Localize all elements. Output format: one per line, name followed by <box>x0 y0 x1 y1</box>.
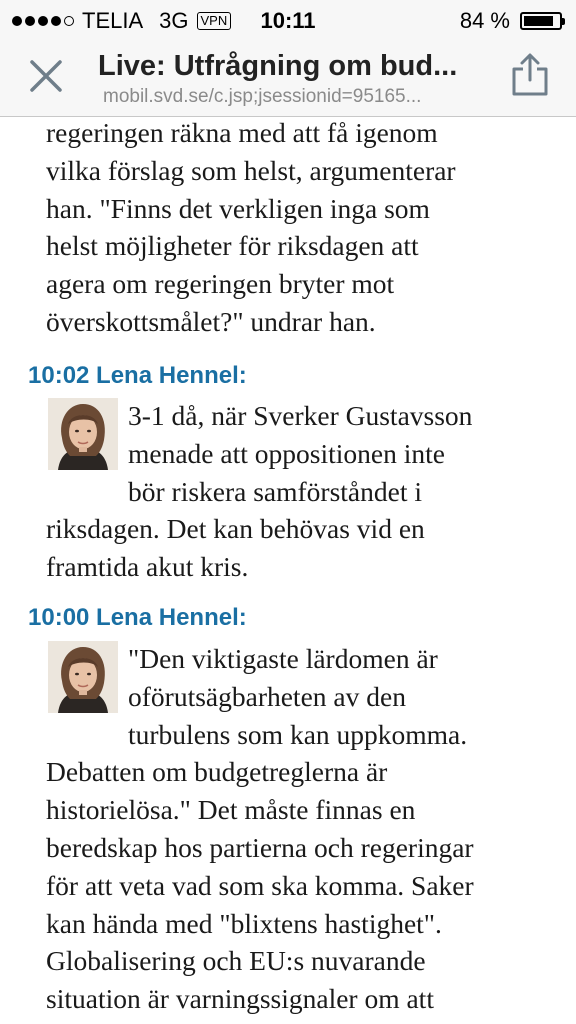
status-right <box>460 8 562 34</box>
entry-body <box>46 397 556 586</box>
share-button[interactable] <box>510 52 550 98</box>
battery-percentage: 84 % <box>459 8 510 33</box>
text-line: för att veta vad som ska komma. Saker <box>46 869 474 901</box>
text-line: beredskap hos partierna och regeringar <box>46 831 474 863</box>
text-line: turbulens som kan uppkomma. <box>128 718 468 750</box>
text-line: överskottsmålet?" undrar han. <box>46 305 376 337</box>
text-line: kan hända med "blixtens hastighet". <box>46 907 442 939</box>
entry-header: 10:02 Lena Hennel: <box>28 362 247 389</box>
text-line: menade att oppositionen inte <box>128 437 445 469</box>
entry-body <box>46 640 556 1018</box>
text-line: framtida akut kris. <box>46 551 249 583</box>
status-bar <box>0 0 576 38</box>
browser-navbar <box>0 38 576 117</box>
intro-paragraph <box>46 117 556 341</box>
text-line: Debatten om budgetreglerna är <box>46 756 388 788</box>
text-line: historielösa." Det måste finnas en <box>46 794 416 826</box>
page-title: Live: Utfrågning om bud... <box>98 50 458 82</box>
share-icon <box>510 52 550 98</box>
text-line: vilka förslag som helst, argumenterar <box>46 154 456 186</box>
text-line: oförutsägbarheten av den <box>128 680 406 712</box>
text-line: han. "Finns det verkligen inga som <box>46 192 430 224</box>
text-line: bör riskera samförståndet i <box>128 475 423 507</box>
battery-icon <box>520 12 562 30</box>
article-content <box>0 117 576 1024</box>
page-url[interactable]: mobil.svd.se/c.jsp;jsessionid=95165... <box>103 86 422 107</box>
text-line: 3-1 då, när Sverker Gustavsson <box>128 400 473 431</box>
text-line: Globalisering och EU:s nuvarande <box>46 945 426 977</box>
carrier-name: TELIA <box>82 8 144 33</box>
text-line: agera om regeringen bryter mot <box>46 268 395 300</box>
text-line: situation är varningssignaler om att <box>46 983 434 1015</box>
close-button[interactable] <box>26 56 66 96</box>
text-line: regeringen räkna med att få igenom <box>46 117 438 148</box>
vpn-badge: VPN <box>197 12 232 30</box>
text-line: riksdagen. Det kan behövas vid en <box>46 513 425 545</box>
close-icon <box>26 56 66 96</box>
status-time: 10:11 <box>260 8 316 33</box>
text-line: "Den viktigaste lärdomen är <box>128 643 438 674</box>
network-type: 3G <box>159 8 189 33</box>
entry-header: 10:00 Lena Hennel: <box>28 604 247 631</box>
text-line: helst möjligheter för riksdagen att <box>46 230 419 262</box>
